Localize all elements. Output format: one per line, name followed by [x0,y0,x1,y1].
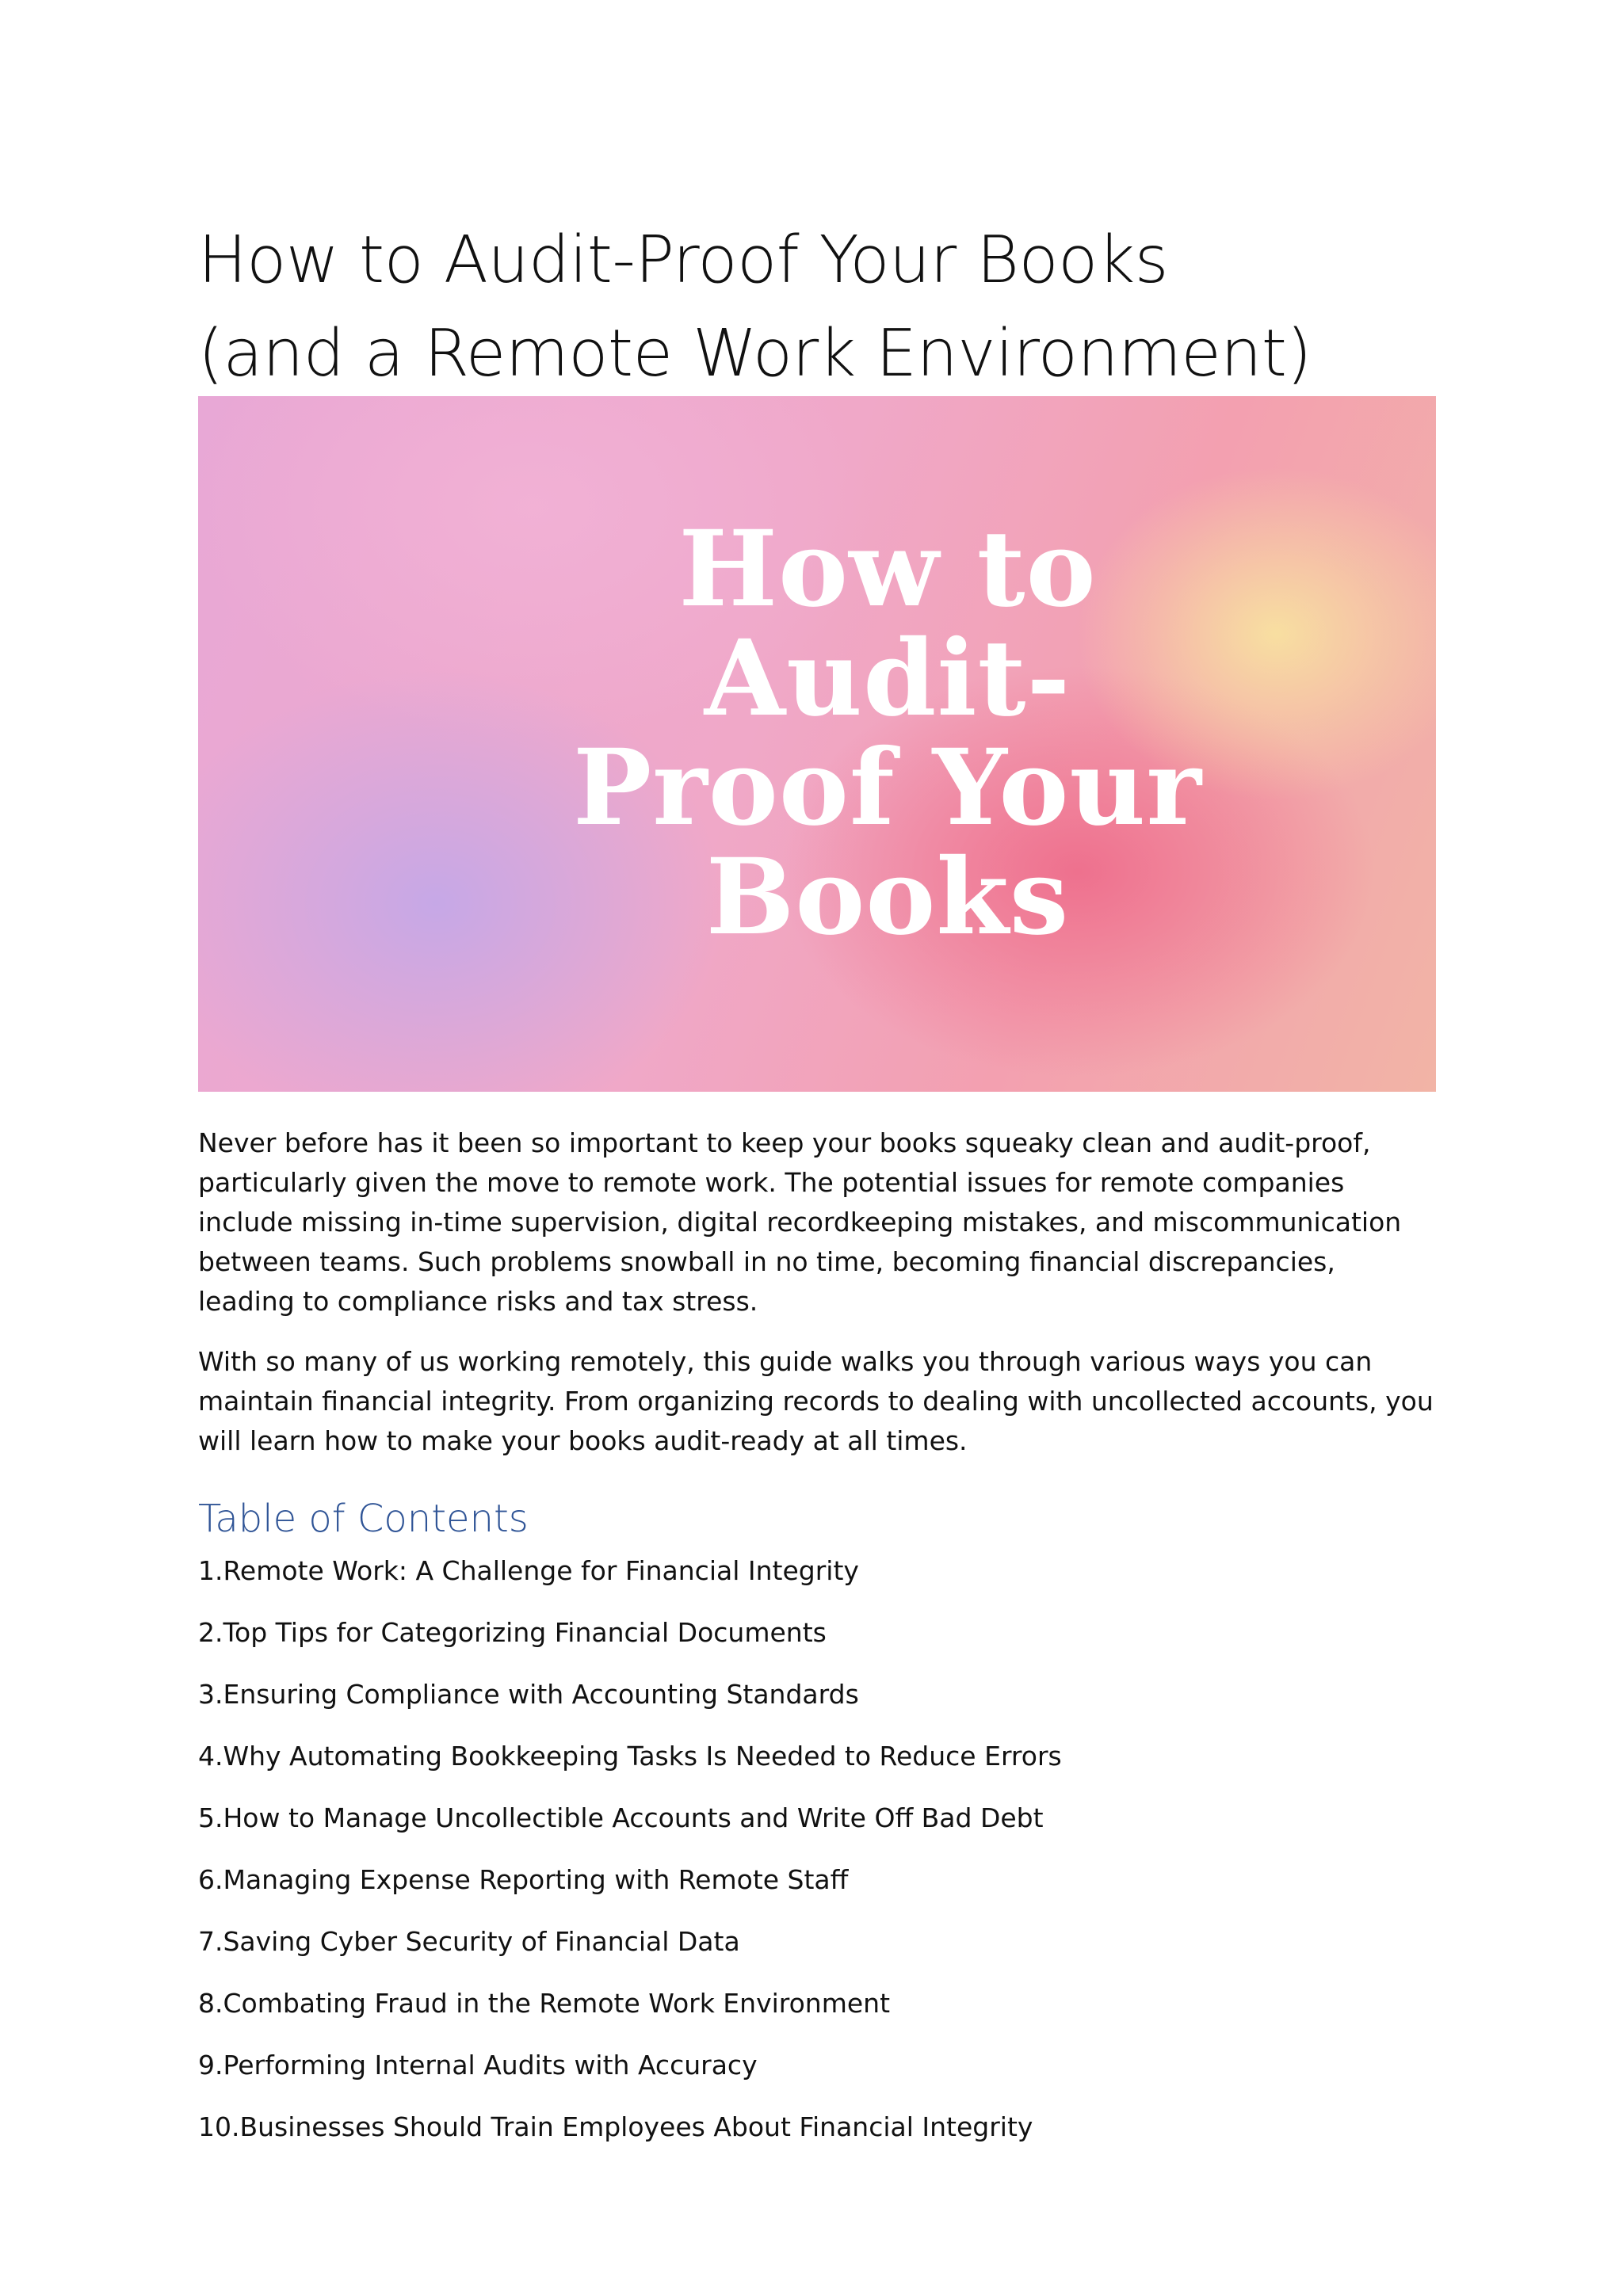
hero-image-text [531,508,1244,959]
toc-heading: Table of Contents [198,1497,529,1541]
page-title [198,214,1436,401]
hero-image [198,396,1436,1092]
toc-item[interactable]: 8.Combating Fraud in the Remote Work Environment [198,1988,891,2019]
intro-paragraph-1: Never before has it been so important to keep your books squeaky clean and audit-proof, particularly given the move to remote work. The potential issues for remote companies include missing in-time supervision, digital recordkeeping mistakes, and miscommunication between teams. Such problems snowball in no time, becoming financial discrepancies, leading to compliance risks and tax stress. [198,1127,1402,1317]
title-line-2: (and a Remote Work Environment) [198,316,1312,391]
hero-line: Books [705,836,1070,959]
toc-item[interactable]: 6.Managing Expense Reporting with Remote Staff [198,1864,849,1895]
toc-item[interactable]: 2.Top Tips for Categorizing Financial Documents [198,1617,827,1648]
toc-item[interactable]: 4.Why Automating Bookkeeping Tasks Is Needed to Reduce Errors [198,1741,1062,1772]
title-line-1: How to Audit-Proof Your Books [198,223,1169,298]
toc-item[interactable]: 7.Saving Cyber Security of Financial Data [198,1926,740,1957]
toc-item[interactable]: 9.Performing Internal Audits with Accuracy [198,2050,758,2081]
toc-item[interactable]: 1.Remote Work: A Challenge for Financial Integrity [198,1555,859,1586]
hero-line: Audit- [704,617,1071,740]
intro-paragraph-2: With so many of us working remotely, this guide walks you through various ways you can maintain financial integrity. From organizing records to dealing with uncollected accounts, you will learn how to make your books audit-ready at all times. [198,1346,1434,1456]
document-page [198,214,1436,2169]
toc-item[interactable]: 3.Ensuring Compliance with Accounting Standards [198,1679,859,1710]
toc-item[interactable]: 5.How to Manage Uncollectible Accounts and Write Off Bad Debt [198,1802,1044,1833]
hero-line: How to [678,508,1097,631]
table-of-contents [198,1551,1436,2147]
toc-item[interactable]: 10.Businesses Should Train Employees About Financial Integrity [198,2111,1033,2142]
hero-line: Proof Your [573,727,1202,849]
intro-section [198,1123,1436,1461]
